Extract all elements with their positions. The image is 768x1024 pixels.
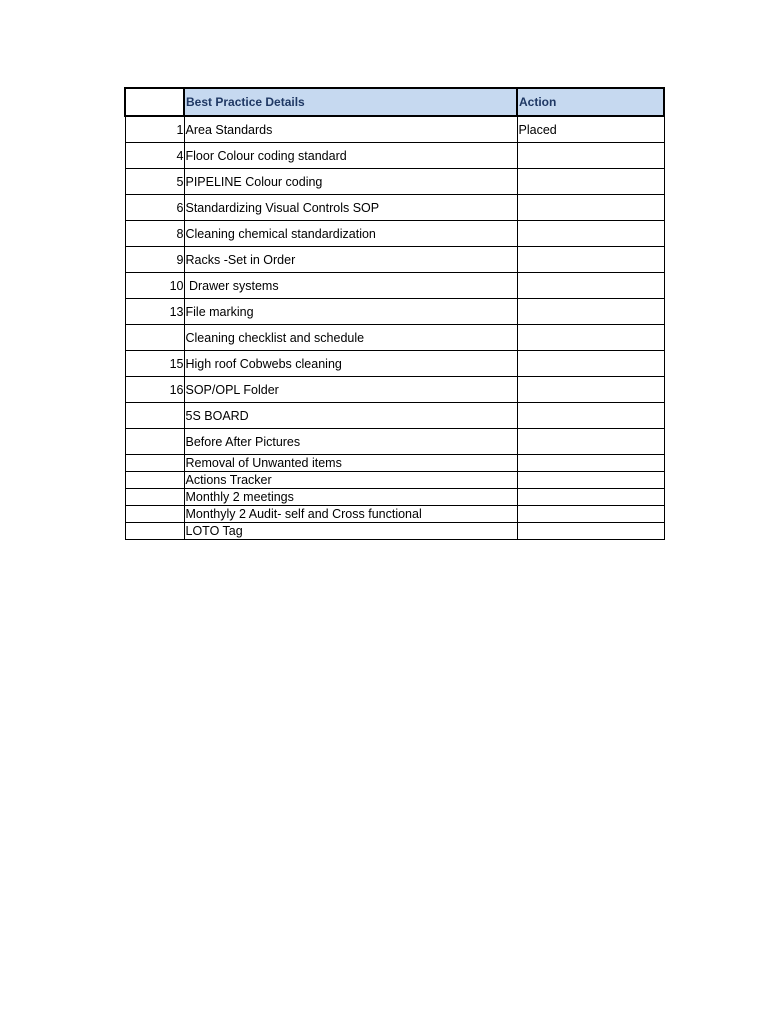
row-detail-cell: Standardizing Visual Controls SOP [184, 195, 517, 221]
row-action-cell [517, 403, 664, 429]
table-row [125, 195, 664, 221]
row-action-cell: Placed [517, 116, 664, 143]
row-detail-cell: Actions Tracker [184, 472, 517, 489]
row-action-cell [517, 169, 664, 195]
row-detail-cell: File marking [184, 299, 517, 325]
row-detail-cell: Racks -Set in Order [184, 247, 517, 273]
best-practice-table [124, 87, 665, 540]
row-detail-cell: 5S BOARD [184, 403, 517, 429]
row-action-cell [517, 325, 664, 351]
table-row [125, 116, 664, 143]
table-row [125, 143, 664, 169]
row-number-cell: 9 [125, 247, 184, 273]
row-number-cell [125, 455, 184, 472]
table-row [125, 221, 664, 247]
row-detail-cell: LOTO Tag [184, 523, 517, 540]
table-row [125, 429, 664, 455]
table-row [125, 455, 664, 472]
row-number-cell [125, 403, 184, 429]
row-action-cell [517, 472, 664, 489]
table-row [125, 273, 664, 299]
row-number-cell: 5 [125, 169, 184, 195]
row-number-cell: 6 [125, 195, 184, 221]
row-detail-cell: High roof Cobwebs cleaning [184, 351, 517, 377]
table-row [125, 299, 664, 325]
row-detail-cell: Floor Colour coding standard [184, 143, 517, 169]
header-number-cell [125, 88, 184, 116]
row-number-cell [125, 523, 184, 540]
row-detail-cell: Before After Pictures [184, 429, 517, 455]
row-number-cell: 1 [125, 116, 184, 143]
table-row [125, 403, 664, 429]
table-row [125, 351, 664, 377]
row-action-cell [517, 455, 664, 472]
row-action-cell [517, 221, 664, 247]
table-row [125, 523, 664, 540]
row-action-cell [517, 247, 664, 273]
row-number-cell [125, 489, 184, 506]
row-detail-cell: Cleaning chemical standardization [184, 221, 517, 247]
table-row [125, 325, 664, 351]
row-number-cell [125, 429, 184, 455]
row-detail-cell: Drawer systems [184, 273, 517, 299]
row-action-cell [517, 299, 664, 325]
row-action-cell [517, 523, 664, 540]
row-action-cell [517, 351, 664, 377]
table-row [125, 506, 664, 523]
row-action-cell [517, 506, 664, 523]
row-number-cell: 10 [125, 273, 184, 299]
table-row [125, 472, 664, 489]
row-detail-cell: Area Standards [184, 116, 517, 143]
row-number-cell: 8 [125, 221, 184, 247]
row-action-cell [517, 143, 664, 169]
row-detail-cell: PIPELINE Colour coding [184, 169, 517, 195]
header-action-cell: Action [517, 88, 664, 116]
row-action-cell [517, 195, 664, 221]
row-number-cell: 15 [125, 351, 184, 377]
row-detail-cell: Removal of Unwanted items [184, 455, 517, 472]
row-number-cell [125, 506, 184, 523]
row-number-cell: 16 [125, 377, 184, 403]
table-header-row [125, 88, 664, 116]
row-action-cell [517, 429, 664, 455]
table-row [125, 247, 664, 273]
row-action-cell [517, 273, 664, 299]
table-row [125, 489, 664, 506]
row-action-cell [517, 377, 664, 403]
row-number-cell: 13 [125, 299, 184, 325]
row-number-cell [125, 472, 184, 489]
row-detail-cell: Cleaning checklist and schedule [184, 325, 517, 351]
row-number-cell: 4 [125, 143, 184, 169]
row-detail-cell: SOP/OPL Folder [184, 377, 517, 403]
table-row [125, 377, 664, 403]
header-details-cell: Best Practice Details [184, 88, 517, 116]
table-row [125, 169, 664, 195]
row-action-cell [517, 489, 664, 506]
row-detail-cell: Monthyly 2 Audit- self and Cross functional [184, 506, 517, 523]
row-detail-cell: Monthly 2 meetings [184, 489, 517, 506]
row-number-cell [125, 325, 184, 351]
